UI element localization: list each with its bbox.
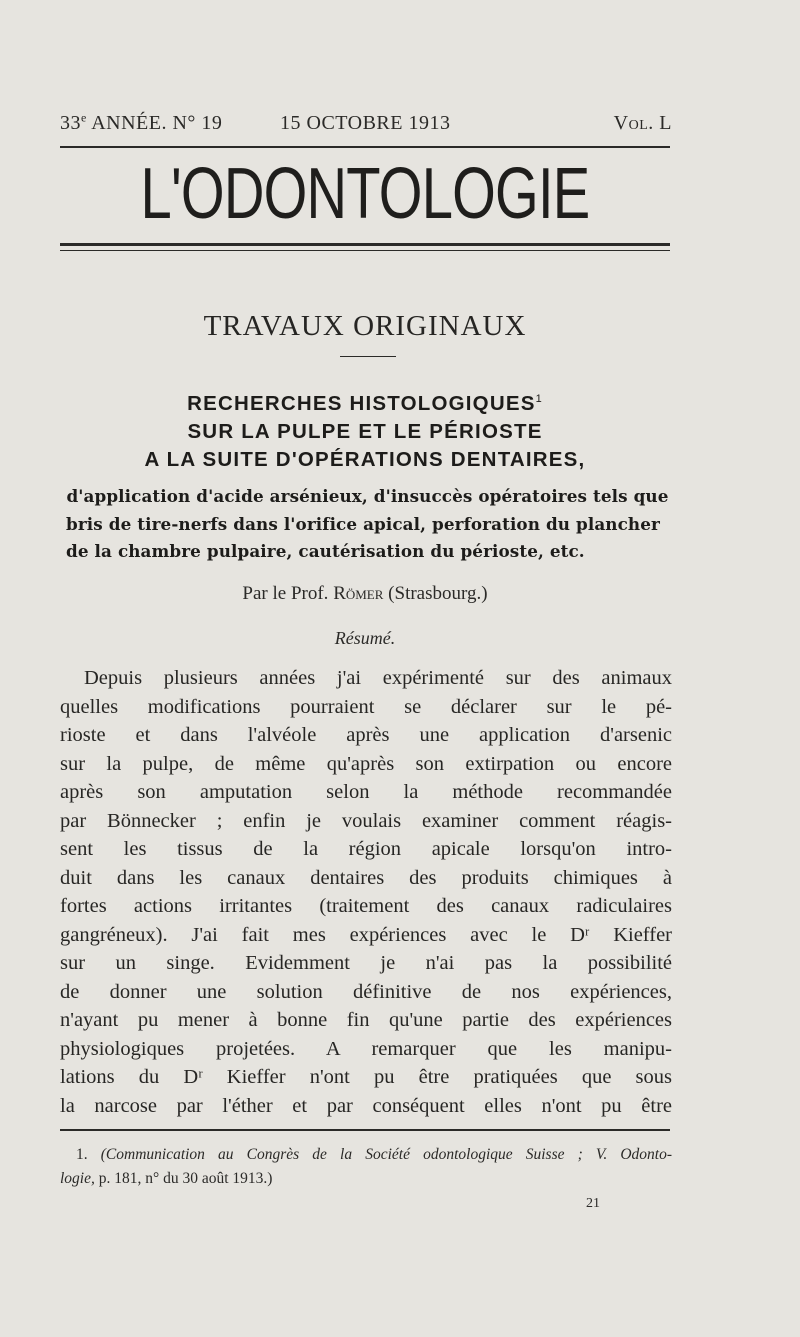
article-subtitle-line-3: de la chambre pulpaire, cautérisation du périoste, etc. bbox=[66, 541, 585, 561]
body-line: n'ayant pu mener à bonne fin qu'une partie des expériences bbox=[60, 1009, 672, 1031]
article-subtitle-line-1: d'application d'acide arsénieux, d'insuccès opératoires tels que bbox=[66, 486, 669, 506]
article-title-line-1: RECHERCHES HISTOLOGIQUES$^1$ bbox=[187, 392, 543, 415]
journal-title: L'ODONTOLOGIE bbox=[140, 154, 590, 234]
footnote-text-line-1: (Communication au Congrès de la Société odontologique Suisse ; V. Odonto- bbox=[100, 1146, 673, 1163]
footnote-mark: 1 bbox=[535, 393, 543, 406]
resume-heading: Résumé. bbox=[334, 628, 396, 648]
body-line: gangréneux). J'ai fait mes expériences avec le Dʳ Kieffer bbox=[60, 923, 672, 946]
article-title-line-3: A LA SUITE D'OPÉRATIONS DENTAIRES, bbox=[144, 448, 586, 471]
article-subtitle-line-2: bris de tire-nerfs dans l'orifice apical, perforation du plancher bbox=[66, 514, 660, 534]
article-title-line-2: SUR LA PULPE ET LE PÉRIOSTE bbox=[187, 420, 543, 443]
body-line: par Bönnecker ; enfin je voulais examiner comment réagis- bbox=[60, 809, 672, 832]
page-number: 21 bbox=[586, 1196, 600, 1211]
byline: Par le Prof. Römer (Strasbourg.) bbox=[242, 583, 488, 604]
body-line: fortes actions irritantes (traitement des canaux radiculaires bbox=[60, 895, 672, 917]
body-line: de donner une solution définitive de nos expériences, bbox=[60, 980, 672, 1003]
body-paragraph bbox=[60, 664, 672, 1120]
body-line: après son amputation selon la méthode recommandée bbox=[60, 781, 672, 803]
section-title: TRAVAUX ORIGINAUX bbox=[203, 310, 527, 342]
body-line: Depuis plusieurs années j'ai expérimenté sur des animaux bbox=[84, 667, 672, 689]
footnote-number: 1. bbox=[76, 1146, 88, 1163]
body-line: physiologiques projetées. A remarquer que les manipu- bbox=[60, 1037, 672, 1060]
issue-number: 33e ANNÉE. N° 19 bbox=[60, 110, 223, 134]
title-rule-thick bbox=[60, 243, 670, 246]
body-line: rioste et dans l'alvéole après une application d'arsenic bbox=[60, 724, 672, 746]
footnote-rule bbox=[60, 1129, 670, 1131]
body-line: sent les tissus de la région apicale lorsqu'on intro- bbox=[60, 838, 672, 860]
author-name: Römer bbox=[333, 583, 384, 604]
section-divider bbox=[340, 356, 396, 357]
footnote bbox=[60, 1143, 672, 1191]
body-line: la narcose par l'éther et par conséquent elles n'ont pu être bbox=[60, 1094, 672, 1117]
body-line: sur un singe. Evidemment je n'ai pas la possibilité bbox=[60, 952, 672, 974]
issue-date: 15 OCTOBRE 1913 bbox=[280, 112, 451, 134]
body-line: quelles modifications pourraient se déclarer sur le pé- bbox=[60, 695, 672, 718]
body-line: lations du Dʳ Kieffer n'ont pu être pratiquées que sous bbox=[60, 1066, 672, 1088]
volume-label: Vol. L bbox=[613, 112, 672, 134]
body-line: duit dans les canaux dentaires des produits chimiques à bbox=[60, 866, 672, 889]
body-line: sur la pulpe, de même qu'après son extirpation ou encore bbox=[60, 752, 672, 775]
footnote-text-line-2: p. 181, n° du 30 août 1913.) bbox=[94, 1170, 273, 1187]
footnote-journal: logie, bbox=[60, 1170, 95, 1187]
title-rule-thin bbox=[60, 250, 670, 251]
